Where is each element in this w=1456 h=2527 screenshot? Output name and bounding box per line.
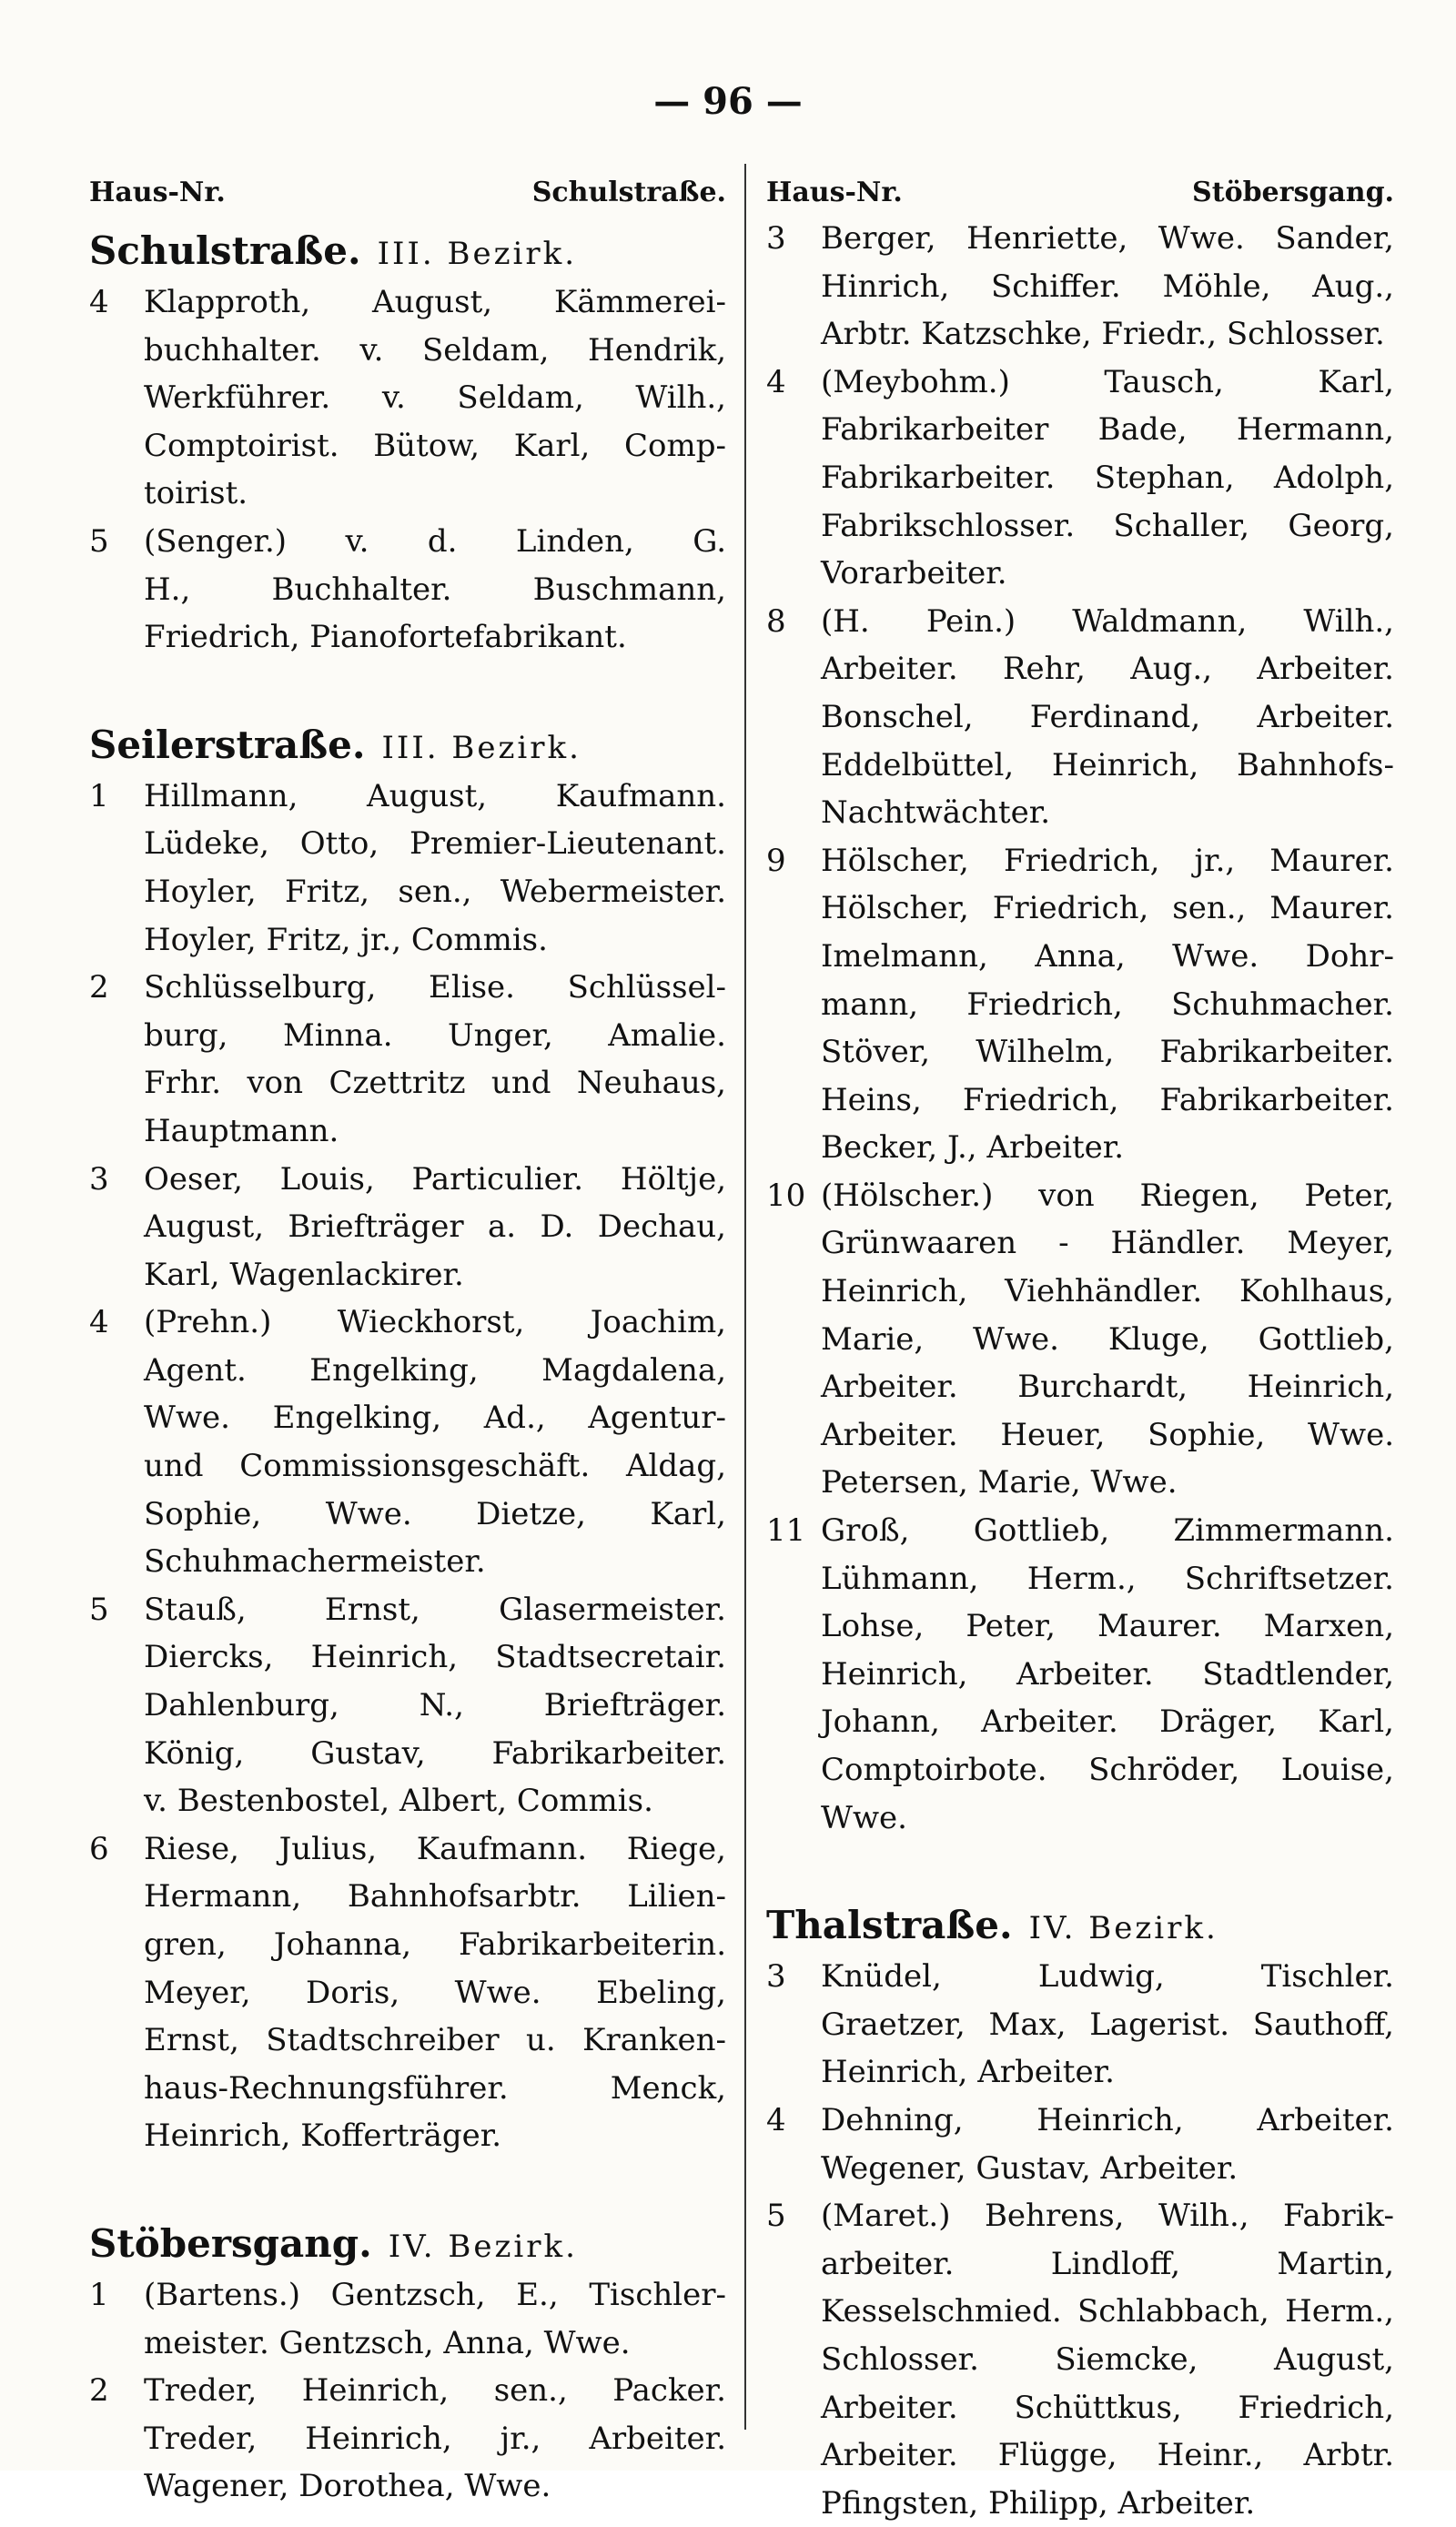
house-entry (766, 1507, 1394, 1842)
street-name: Seilerstraße. (89, 722, 366, 767)
house-number: 1 (89, 777, 109, 814)
street-list (766, 215, 1394, 2527)
house-number: 5 (89, 522, 109, 560)
resident-line: Hinrich, Schiffer. Möhle, Aug., (821, 268, 1394, 305)
resident-line: Wwe. Engelking, Ad., Agentur- (144, 1400, 726, 1437)
resident-line: Oeser, Louis, Particulier. Höltje, (144, 1160, 726, 1198)
resident-line: Graetzer, Max, Lagerist. Sauthoff, (821, 2006, 1394, 2043)
street-name: Schulstraße. (89, 228, 361, 273)
resident-line: Arbeiter. Schüttkus, Friedrich, (821, 2389, 1394, 2426)
resident-line: Dahlenburg, N., Briefträger. (144, 1687, 726, 1724)
resident-line: Friedrich, Pianofortefabrikant. (144, 619, 627, 656)
resident-line: Treder, Heinrich, sen., Packer. (144, 2372, 726, 2410)
house-number: 3 (766, 220, 786, 257)
resident-line: arbeiter. Lindloff, Martin, (821, 2245, 1394, 2282)
house-entry (89, 1156, 726, 1299)
resident-line: (Meybohm.) Tausch, Karl, (821, 363, 1394, 400)
street-name: Stöbersgang. (89, 2220, 372, 2266)
resident-line: Hermann, Bahnhofsarbtr. Lilien- (144, 1878, 726, 1915)
resident-line: August, Briefträger a. D. Dechau, (144, 1208, 726, 1246)
house-entry (89, 773, 726, 964)
street-heading (89, 718, 726, 773)
running-street-header: Schulstraße. (531, 177, 726, 208)
resident-line: buchhalter. v. Seldam, Hendrik, (144, 331, 726, 369)
house-number: 8 (766, 602, 786, 640)
house-number: 10 (766, 1177, 806, 1214)
street-heading (89, 2217, 726, 2271)
resident-line: Arbeiter. Flügge, Heinr., Arbtr. (821, 2437, 1394, 2474)
resident-line: (H. Pein.) Waldmann, Wilh., (821, 602, 1394, 640)
resident-line: Meyer, Doris, Wwe. Ebeling, (144, 1974, 726, 2011)
resident-line: Stöver, Wilhelm, Fabrikarbeiter. (821, 1034, 1394, 1071)
resident-line: meister. Gentzsch, Anna, Wwe. (144, 2324, 631, 2361)
resident-line: toirist. (144, 475, 248, 512)
house-entry (89, 518, 726, 662)
resident-line: Lühmann, Herm., Schriftsetzer. (821, 1560, 1394, 1597)
resident-line: Schuhmachermeister. (144, 1543, 486, 1581)
resident-line: Heinrich, Kofferträger. (144, 2118, 502, 2155)
column-header (766, 171, 1394, 215)
resident-line: Becker, J., Arbeiter. (821, 1129, 1125, 1167)
district-label: III. Bezirk. (377, 236, 578, 272)
resident-line: Treder, Heinrich, jr., Arbeiter. (144, 2420, 726, 2457)
resident-line: (Maret.) Behrens, Wilh., Fabrik- (821, 2198, 1394, 2235)
resident-line: Heinrich, Arbeiter. Stadtlender, (821, 1655, 1394, 1693)
resident-line: und Commissionsgeschäft. Aldag, (144, 1448, 726, 1485)
house-number: 2 (89, 2372, 109, 2410)
resident-line: Wwe. (821, 1799, 907, 1836)
house-number: 5 (766, 2198, 786, 2235)
resident-line: Heinrich, Arbeiter. (821, 2054, 1115, 2091)
house-number: 3 (766, 1958, 786, 1996)
resident-line: Fabrikarbeiter. Stephan, Adolph, (821, 459, 1394, 496)
resident-line: Ernst, Stadtschreiber u. Kranken- (144, 2022, 726, 2059)
resident-line: Hölscher, Friedrich, jr., Maurer. (821, 842, 1394, 879)
section-gap (89, 2160, 726, 2208)
resident-line: Diercks, Heinrich, Stadtsecretair. (144, 1639, 726, 1676)
street-heading (766, 1898, 1394, 1953)
house-number: 5 (89, 1591, 109, 1628)
resident-line: burg, Minna. Unger, Amalie. (144, 1016, 726, 1054)
resident-line: Berger, Henriette, Wwe. Sander, (821, 220, 1394, 257)
street-heading (89, 224, 726, 278)
resident-line: Marie, Wwe. Kluge, Gottlieb, (821, 1320, 1394, 1358)
house-number: 4 (89, 1304, 109, 1341)
house-entry (89, 1299, 726, 1586)
resident-line: Comptoirbote. Schröder, Louise, (821, 1752, 1394, 1788)
column-divider (744, 164, 746, 2430)
resident-line: (Hölscher.) von Riegen, Peter, (821, 1177, 1394, 1214)
house-entry (89, 278, 726, 518)
resident-line: Hillmann, August, Kaufmann. (144, 777, 726, 814)
resident-line: Frhr. von Czettritz und Neuhaus, (144, 1065, 726, 1102)
resident-line: Wegener, Gustav, Arbeiter. (821, 2149, 1239, 2187)
page-number: — 96 — (653, 80, 803, 123)
running-street-header: Stöbersgang. (1192, 177, 1394, 208)
resident-line: Bonschel, Ferdinand, Arbeiter. (821, 698, 1394, 735)
district-label: IV. Bezirk. (388, 2228, 578, 2265)
resident-line: Agent. Engelking, Magdalena, (144, 1351, 726, 1389)
resident-line: Arbeiter. Burchardt, Heinrich, (821, 1369, 1394, 1406)
house-number: 9 (766, 842, 786, 879)
resident-line: Arbeiter. Heuer, Sophie, Wwe. (821, 1416, 1394, 1453)
resident-line: Vorarbeiter. (821, 555, 1007, 592)
resident-line: Pfingsten, Philipp, Arbeiter. (821, 2484, 1256, 2522)
house-number-header: Haus-Nr. (89, 177, 226, 208)
resident-line: v. Bestenbostel, Albert, Commis. (144, 1783, 653, 1820)
house-entry (766, 2192, 1394, 2527)
resident-line: Sophie, Wwe. Dietze, Karl, (144, 1495, 726, 1532)
house-entry (89, 964, 726, 1155)
resident-line: Lohse, Peter, Maurer. Marxen, (821, 1608, 1394, 1645)
resident-line: Eddelbüttel, Heinrich, Bahnhofs- (821, 746, 1394, 783)
resident-line: Werkführer. v. Seldam, Wilh., (144, 379, 726, 417)
resident-line: Heinrich, Viehhändler. Kohlhaus, (821, 1273, 1394, 1310)
resident-line: Groß, Gottlieb, Zimmermann. (821, 1512, 1394, 1550)
resident-line: Knüdel, Ludwig, Tischler. (821, 1958, 1394, 1996)
district-label: IV. Bezirk. (1028, 1910, 1218, 1947)
house-number: 1 (89, 2276, 109, 2313)
house-number: 6 (89, 1830, 109, 1867)
house-number: 2 (89, 969, 109, 1006)
street-name: Thalstraße. (766, 1903, 1013, 1948)
house-number: 4 (89, 284, 109, 320)
resident-line: (Senger.) v. d. Linden, G. (144, 522, 726, 560)
house-entry (766, 1953, 1394, 2097)
house-number: 11 (766, 1512, 806, 1550)
section-gap (89, 662, 726, 709)
resident-line: mann, Friedrich, Schuhmacher. (821, 986, 1394, 1023)
house-number: 4 (766, 363, 786, 400)
house-entry (89, 2367, 726, 2511)
resident-line: Imelmann, Anna, Wwe. Dohr- (821, 937, 1394, 975)
resident-line: haus-Rechnungsführer. Menck, (144, 2069, 726, 2107)
resident-line: Arbeiter. Rehr, Aug., Arbeiter. (821, 651, 1394, 688)
house-number: 4 (766, 2101, 786, 2138)
house-entry (89, 2271, 726, 2367)
resident-line: Schlüsselburg, Elise. Schlüssel- (144, 969, 726, 1006)
resident-line: Nachtwächter. (821, 794, 1051, 832)
street-list (89, 224, 726, 2511)
resident-line: Dehning, Heinrich, Arbeiter. (821, 2101, 1394, 2138)
resident-line: H., Buchhalter. Buschmann, (144, 571, 726, 608)
resident-line: gren, Johanna, Fabrikarbeiterin. (144, 1926, 726, 1963)
resident-line: Hoyler, Fritz, sen., Webermeister. (144, 873, 726, 910)
house-entry (89, 1586, 726, 1825)
resident-line: Hoyler, Fritz, jr., Commis. (144, 921, 548, 958)
resident-line: Petersen, Marie, Wwe. (821, 1464, 1178, 1501)
resident-line: (Prehn.) Wieckhorst, Joachim, (144, 1304, 726, 1341)
resident-line: Riese, Julius, Kaufmann. Riege, (144, 1830, 726, 1867)
resident-line: Stauß, Ernst, Glasermeister. (144, 1591, 726, 1628)
resident-line: Johann, Arbeiter. Dräger, Karl, (821, 1703, 1394, 1741)
house-entry (89, 1825, 726, 2160)
resident-line: Hauptmann. (144, 1112, 339, 1149)
house-entry (766, 837, 1394, 1172)
district-label: III. Bezirk. (381, 729, 581, 766)
house-entry (766, 359, 1394, 598)
resident-line: König, Gustav, Fabrikarbeiter. (144, 1734, 726, 1772)
resident-line: Fabrikarbeiter Bade, Hermann, (821, 411, 1394, 449)
resident-line: Lüdeke, Otto, Premier-Lieutenant. (144, 825, 726, 863)
left-column (89, 171, 726, 2511)
house-number-header: Haus-Nr. (766, 177, 903, 208)
resident-line: Wagener, Dorothea, Wwe. (144, 2468, 551, 2505)
resident-line: Fabrikschlosser. Schaller, Georg, (821, 507, 1394, 544)
resident-line: Kesselschmied. Schlabbach, Herm., (821, 2293, 1394, 2330)
house-entry (766, 215, 1394, 359)
resident-line: Heins, Friedrich, Fabrikarbeiter. (821, 1081, 1394, 1118)
resident-line: Hölscher, Friedrich, sen., Maurer. (821, 890, 1394, 927)
resident-line: Schlosser. Siemcke, August, (821, 2340, 1394, 2378)
house-entry (766, 2097, 1394, 2192)
resident-line: Karl, Wagenlackirer. (144, 1256, 464, 1293)
section-gap (766, 1842, 1394, 1889)
house-number: 3 (89, 1160, 109, 1198)
right-column (766, 171, 1394, 2527)
resident-line: Comptoirist. Bütow, Karl, Comp- (144, 427, 726, 464)
house-entry (766, 598, 1394, 837)
resident-line: Grünwaaren - Händler. Meyer, (821, 1225, 1394, 1262)
resident-line: (Bartens.) Gentzsch, E., Tischler- (144, 2276, 726, 2313)
column-header (89, 171, 726, 215)
resident-line: Klapproth, August, Kämmerei- (144, 284, 726, 320)
house-entry (766, 1172, 1394, 1507)
resident-line: Arbtr. Katzschke, Friedr., Schlosser. (821, 316, 1385, 353)
